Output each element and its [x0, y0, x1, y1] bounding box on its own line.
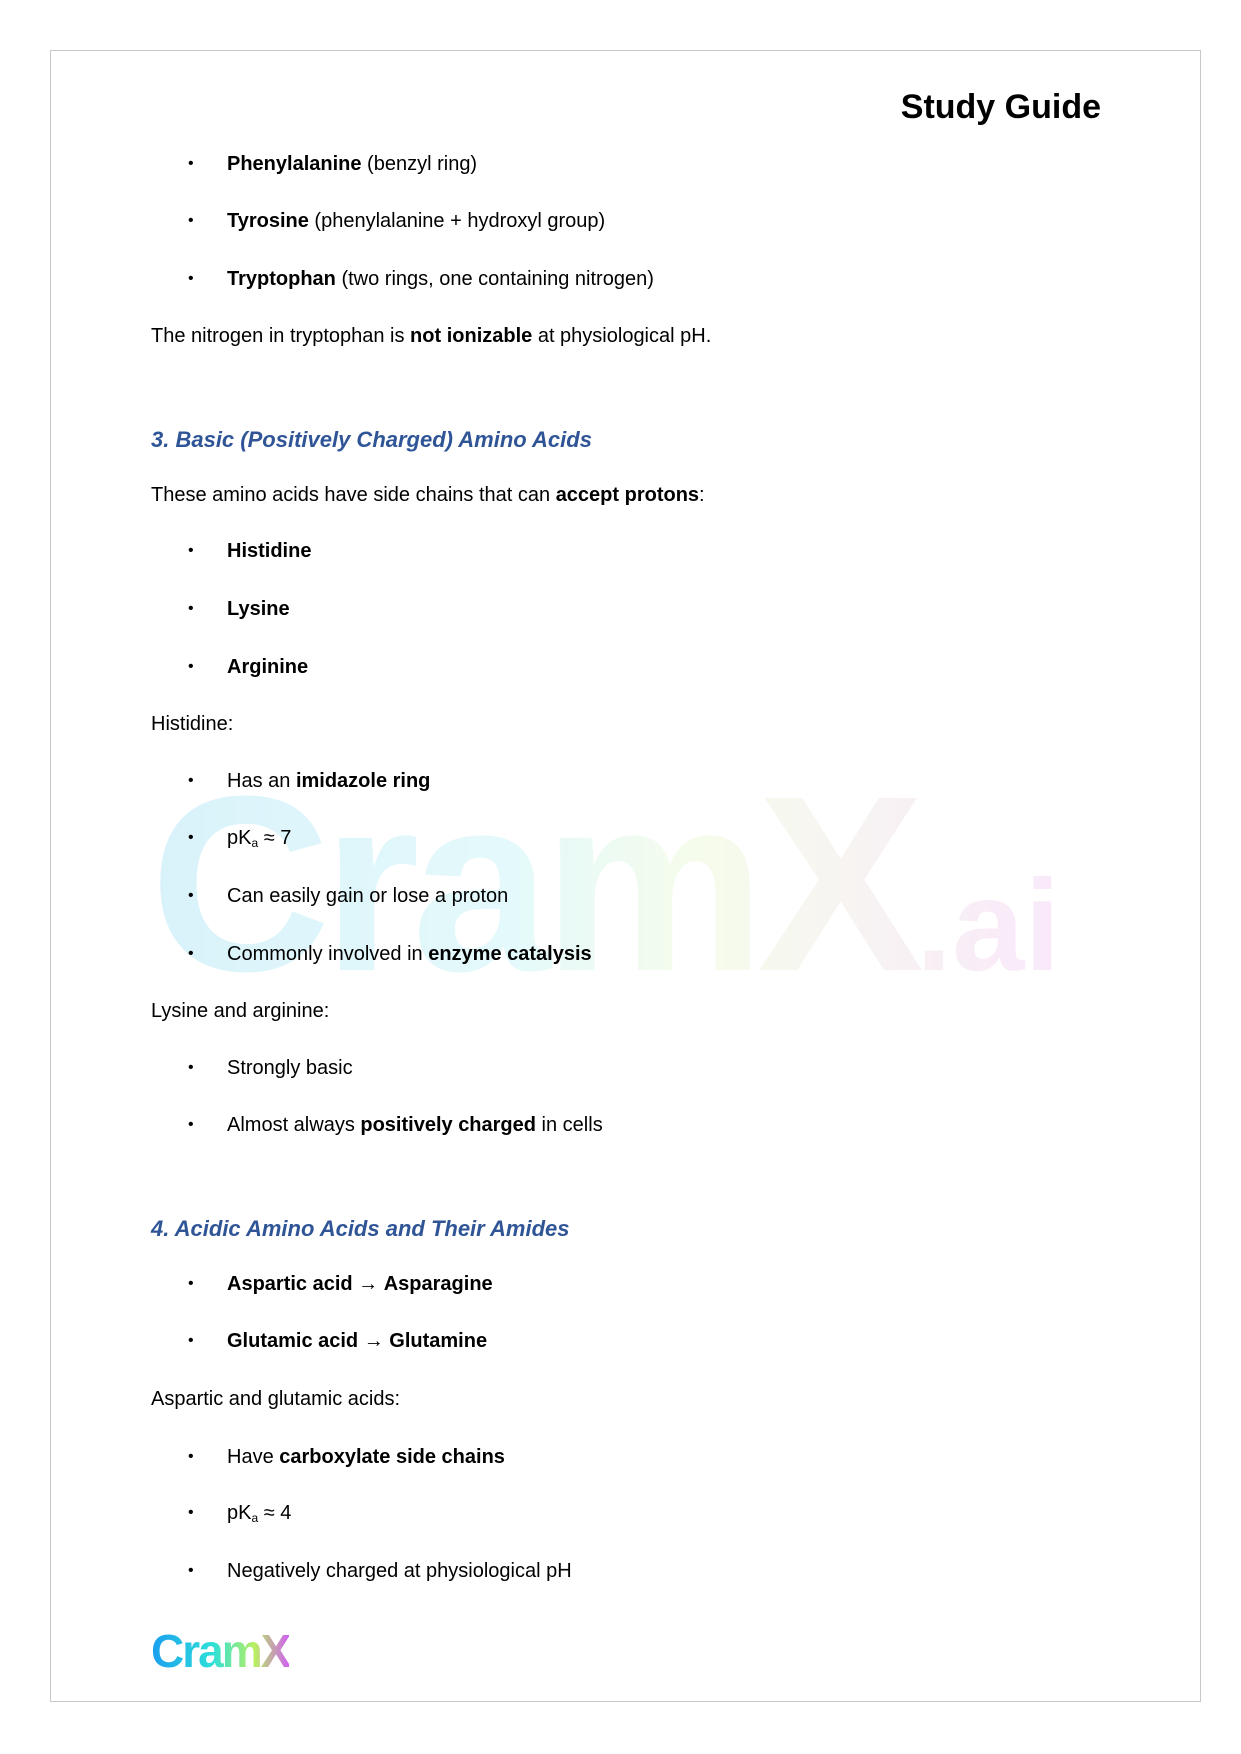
bullet-icon: • — [188, 772, 194, 789]
list-item: Tryptophan (two rings, one containing nitrogen) — [227, 268, 654, 290]
bullet-icon: • — [188, 1448, 194, 1465]
bullet-icon: • — [188, 1562, 194, 1579]
paragraph: Histidine: — [151, 713, 234, 735]
list-item: Arginine — [227, 656, 309, 678]
watermark: CramX.ai — [150, 740, 1060, 1027]
list-item: Negatively charged at physiological pH — [227, 1560, 572, 1582]
bullet-icon: • — [188, 945, 194, 962]
bullet-icon: • — [188, 1504, 194, 1521]
list-item: Commonly involved in enzyme catalysis — [227, 943, 592, 965]
list-item: Phenylalanine (benzyl ring) — [227, 153, 478, 175]
list-item: Histidine — [227, 540, 312, 562]
bullet-icon: • — [188, 1332, 194, 1349]
paragraph: Aspartic and glutamic acids: — [151, 1388, 401, 1410]
section-heading-acidic: 4. Acidic Amino Acids and Their Amides — [151, 1216, 570, 1241]
cramx-logo: CramX — [151, 1625, 290, 1677]
section-heading-basic: 3. Basic (Positively Charged) Amino Acids — [151, 427, 592, 452]
bullet-icon: • — [188, 542, 194, 559]
bullet-icon: • — [188, 1275, 194, 1292]
list-item: Have carboxylate side chains — [227, 1446, 505, 1468]
paragraph: The nitrogen in tryptophan is not ionizable at physiological pH. — [151, 325, 712, 347]
list-item: Has an imidazole ring — [227, 770, 431, 792]
list-item: Almost always positively charged in cells — [227, 1114, 603, 1136]
list-item: Aspartic acid → Asparagine — [227, 1273, 493, 1295]
page-border — [50, 50, 1201, 1702]
bullet-icon: • — [188, 212, 194, 229]
list-item: Can easily gain or lose a proton — [227, 885, 509, 907]
bullet-icon: • — [188, 1059, 194, 1076]
bullet-icon: • — [188, 600, 194, 617]
list-item: Tyrosine (phenylalanine + hydroxyl group) — [227, 210, 606, 232]
list-item: $pK_a \approx 7$ — [227, 827, 292, 850]
bullet-icon: • — [188, 658, 194, 675]
paragraph: These amino acids have side chains that can accept protons: — [151, 484, 705, 506]
paragraph: Lysine and arginine: — [151, 1000, 330, 1022]
list-item: Lysine — [227, 598, 290, 620]
bullet-icon: • — [188, 270, 194, 287]
bullet-icon: • — [188, 155, 194, 172]
bullet-icon: • — [188, 1116, 194, 1133]
list-item: Strongly basic — [227, 1057, 353, 1079]
bullet-icon: • — [188, 887, 194, 904]
list-item: $pK_a \approx 4$ — [227, 1502, 292, 1525]
bullet-icon: • — [188, 829, 194, 846]
list-item: Glutamic acid → Glutamine — [227, 1330, 488, 1352]
page-title: Study Guide — [900, 88, 1101, 126]
